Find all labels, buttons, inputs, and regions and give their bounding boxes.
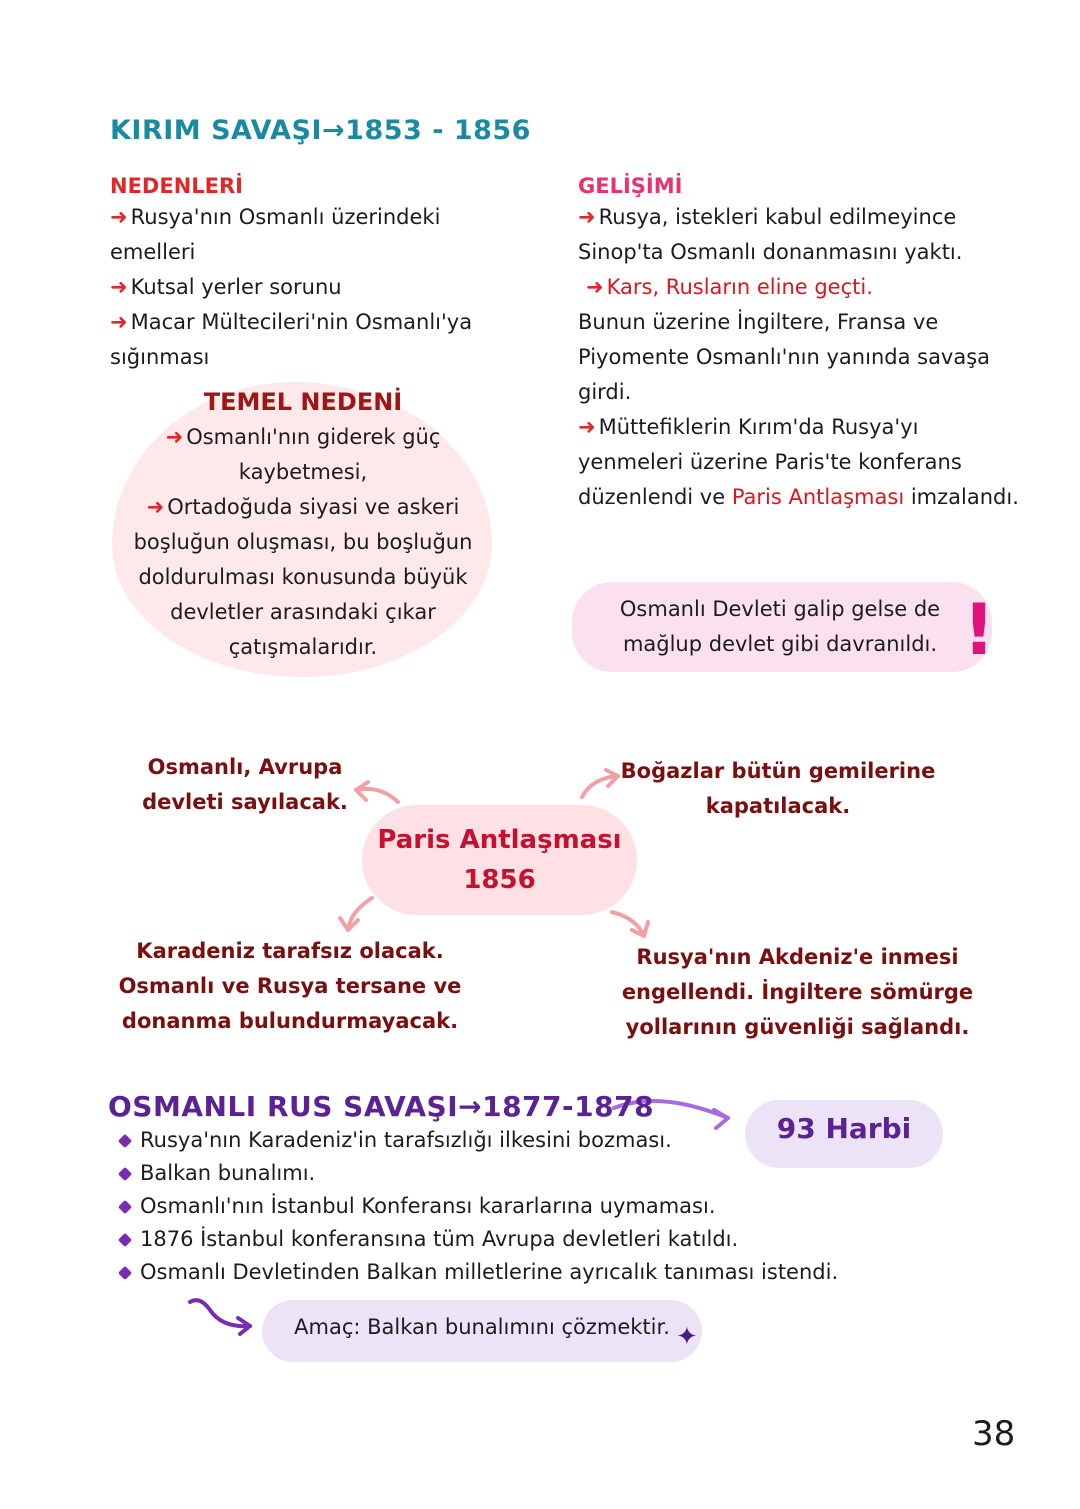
arrow-right-icon: ➜ <box>586 275 604 299</box>
arrow-right-icon: ➜ <box>110 205 128 229</box>
list-item: 1876 İstanbul konferansına tüm Avrupa devletleri katıldı. <box>120 1223 1000 1256</box>
russo-turkish-title-block <box>108 1090 654 1123</box>
star-bullet-icon <box>118 1167 132 1181</box>
main-cause-heading: TEMEL NEDENİ <box>203 388 403 416</box>
development-item: ➜ Kars, Rusların eline geçti. <box>586 275 873 299</box>
cause-item: ➜ Rusya'nın Osmanlı üzerindeki emelleri <box>110 205 441 264</box>
main-cause-item: ➜ Osmanlı'nın giderek güç kaybetmesi, <box>165 425 441 484</box>
causes-heading: NEDENLERİ <box>110 174 243 198</box>
list-item: Balkan bunalımı. <box>120 1157 1000 1190</box>
aim-text: Amaç: Balkan bunalımını çözmektir. <box>294 1315 670 1339</box>
arrow-right-icon: ➜ <box>110 275 128 299</box>
russo-turkish-title: OSMANLI RUS SAVAŞI <box>108 1090 459 1123</box>
list-item: Rusya'nın Karadeniz'in tarafsızlığı ilkesini bozması. <box>120 1124 1000 1157</box>
russo-turkish-list <box>120 1124 1000 1289</box>
crimean-war-years: →1853 - 1856 <box>322 115 531 146</box>
development-heading: GELİŞİMİ <box>578 174 683 198</box>
star-bullet-icon <box>118 1200 132 1214</box>
paris-top-right-note: Boğazlar bütün gemilerine kapatılacak. <box>620 759 936 818</box>
cause-item: ➜ Kutsal yerler sorunu <box>110 275 342 299</box>
star-bullet-icon <box>118 1233 132 1247</box>
paris-treaty-highlight: Paris Antlaşması <box>731 485 905 509</box>
exclamation-icon: ! <box>963 589 995 671</box>
page-number: 38 <box>972 1414 1016 1454</box>
paris-bottom-left-note: Karadeniz tarafsız olacak. Osmanlı ve Rusya tersane ve donanma bulundurmayacak. <box>118 939 462 1033</box>
paris-top-left-note: Osmanlı, Avrupa devleti sayılacak. <box>142 755 348 814</box>
crimean-war-title: KIRIM SAVAŞI <box>110 115 323 146</box>
main-cause-item: ➜ Ortadoğuda siyasi ve askeri boşluğun oluşması, bu boşluğun doldurulması konusunda büyük devletler arasındaki çıkar çatışmalarıdır. <box>133 495 473 659</box>
star-bullet-icon <box>118 1266 132 1280</box>
arrow-right-icon: ➜ <box>146 495 165 519</box>
paris-bottom-right-note: Rusya'nın Akdeniz'e inmesi engellendi. İngiltere sömürge yollarının güvenliği sağlandı. <box>621 945 974 1039</box>
star-bullet-icon <box>118 1134 132 1148</box>
stars-icon: ✦ <box>676 1322 698 1352</box>
arrow-right-icon: ➜ <box>165 425 184 449</box>
list-item: Osmanlı Devletinden Balkan milletlerine ayrıcalık tanıması istendi. <box>120 1256 1000 1289</box>
arrow-right-icon: ➜ <box>110 310 128 334</box>
cause-item: ➜ Macar Mültecileri'nin Osmanlı'ya sığınması <box>110 310 473 369</box>
paris-year: 1856 <box>463 865 536 895</box>
development-item: Bunun üzerine İngiltere, Fransa ve Piyomente Osmanlı'nın yanında savaşa girdi. <box>578 310 991 404</box>
russo-turkish-years: →1877-1878 <box>458 1090 655 1123</box>
development-item: ➜ Rusya, istekleri kabul edilmeyince Sinop'ta Osmanlı donanmasını yaktı. <box>578 205 963 264</box>
nickname-text: 93 Harbi <box>776 1112 912 1145</box>
development-item: ➜ Müttefiklerin Kırım'da Rusya'yı yenmeleri üzerine Paris'te konferans düzenlendi ve Paris Antlaşması imzalandı. <box>578 415 1019 509</box>
note-text: Osmanlı Devleti galip gelse de mağlup devlet gibi davranıldı. <box>619 597 941 656</box>
paris-title: Paris Antlaşması <box>377 825 622 855</box>
arrow-right-icon: ➜ <box>578 205 596 229</box>
list-item: Osmanlı'nın İstanbul Konferansı kararlarına uymaması. <box>120 1190 1000 1223</box>
arrow-right-icon: ➜ <box>578 415 596 439</box>
